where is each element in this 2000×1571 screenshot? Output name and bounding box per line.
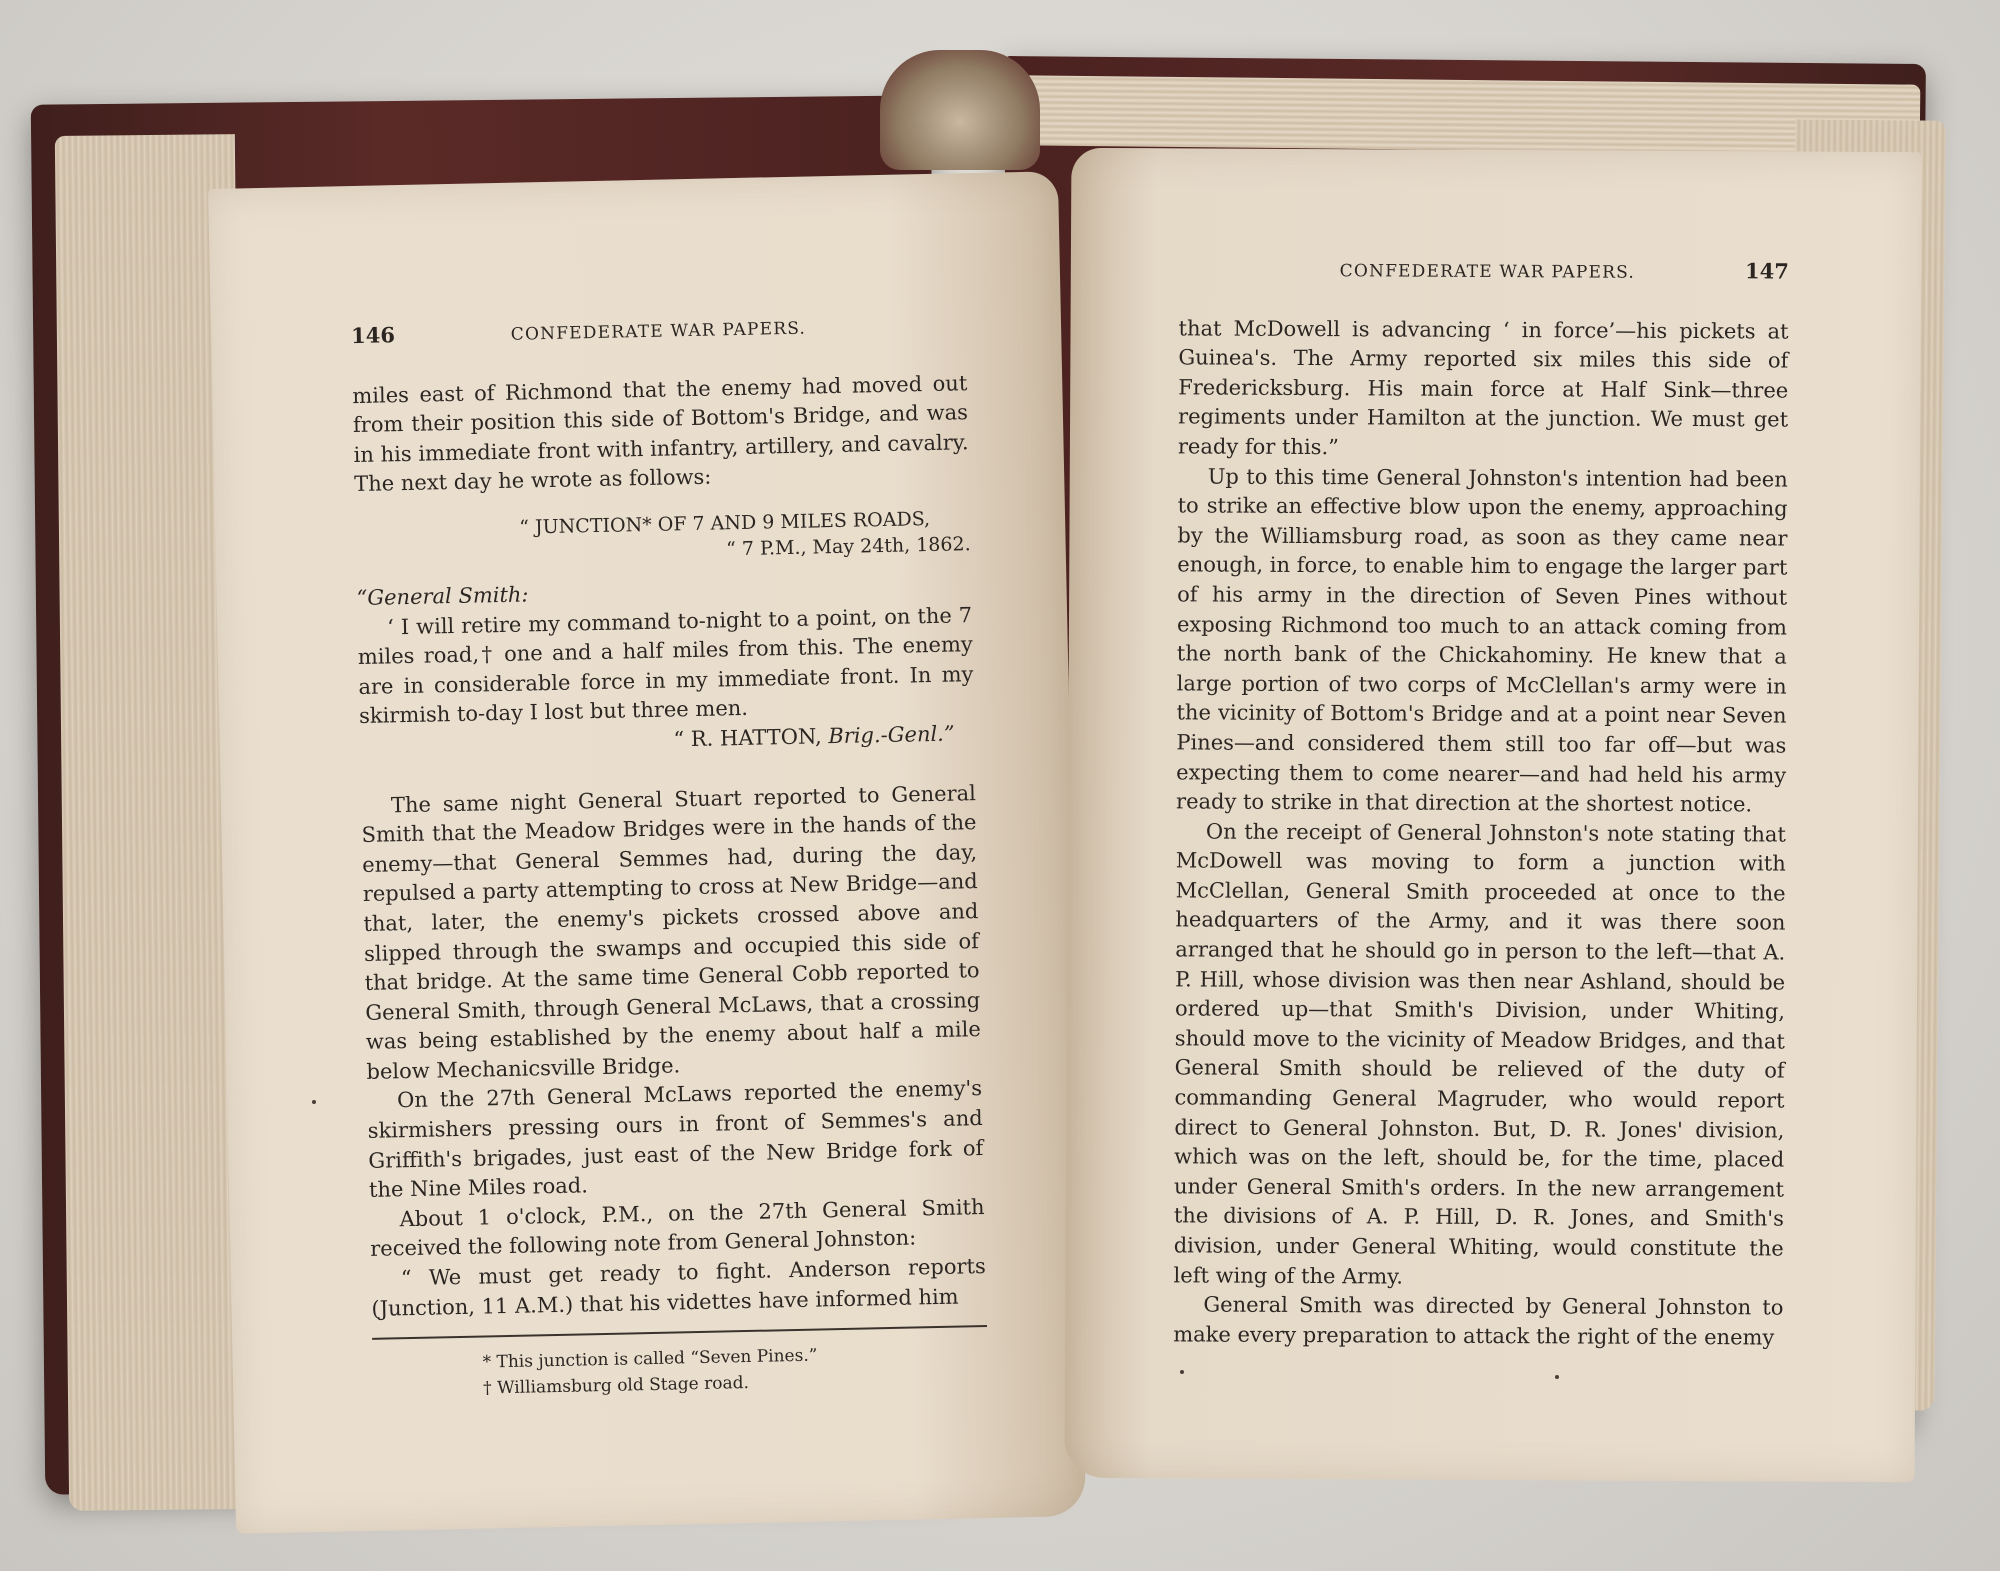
right-paragraph-4: General Smith was directed by General Johnston to make every preparation to attack the right of the enemy <box>1173 1292 1784 1350</box>
signature-title: Brig.-Genl.” <box>828 721 955 749</box>
left-paragraph-4: About 1 o'clock, P.M., on the 27th General Smith received the following note from General Johnston: <box>369 1194 985 1262</box>
footnote-1: * This junction is called “Seven Pines.” <box>482 1345 818 1373</box>
book-spine <box>880 50 1040 170</box>
dateline-line-1: “ JUNCTION* OF 7 AND 9 MILES ROADS, <box>519 507 931 539</box>
paper-fleck <box>1180 1370 1184 1374</box>
left-page-text <box>351 308 989 1404</box>
right-page-text <box>1173 253 1789 1353</box>
left-running-head <box>351 308 967 353</box>
right-page-number: 147 <box>1744 258 1789 284</box>
footnote-rule <box>372 1325 987 1340</box>
right-running-head <box>1179 253 1789 289</box>
paper-fleck <box>1555 1375 1559 1379</box>
right-paragraph-2: Up to this time General Johnston's intention had been to strike an effective blow upon the enemy, approaching by the Williamsburg road, as soon as they came near enough, in force, to enable him to engage the larger part of his army in the direction of Seven Pines without exposing Richmond too much to an attack coming from the north bank of the Chickahominy. He knew that a large portion of two corps of McClellan's army were in the vicinity of Bottom's Bridge and at a point near Seven Pines—and considered them still too far off—but was expecting them to come nearer—and had held his army ready to strike in that direction at the shortest notice. <box>1176 464 1788 817</box>
footnote-2: † Williamsburg old Stage road. <box>482 1373 750 1399</box>
left-paragraph-3: On the 27th General McLaws reported the enemy's skirmishers pressing ours in front of Semmes's and Griffith's brigades, just east of the New Bridge fork of the Nine Miles road. <box>367 1076 984 1203</box>
signature-name: “ R. HATTON, <box>673 724 822 752</box>
letter-body: ‘ I will retire my command to-night to a point, on the 7 miles road,† one and a half miles from this. The enemy are in considerable force in my immediate front. In my skirmish to-day I lost but three men. <box>357 602 974 729</box>
dateline-line-2: “ 7 P.M., May 24th, 1862. <box>725 533 971 561</box>
left-paragraph-1: miles east of Richmond that the enemy had moved out from their position this side of Bottom's Bridge, and was in his immediate front with infantry, artillery, and cavalry. The next day he wrote as follows: <box>352 370 969 497</box>
left-page-number: 146 <box>350 322 396 349</box>
paper-fleck <box>312 1100 316 1104</box>
letter-salutation: “General Smith: <box>356 582 529 610</box>
right-page <box>1065 148 1922 1482</box>
left-running-title: CONFEDERATE WAR PAPERS. <box>510 318 807 345</box>
right-paragraph-3: On the receipt of General Johnston's note stating that McDowell was moving to form a junction with McClellan, General Smith proceeded at once to the headquarters of the Army, and it was there soon arranged that he should go in person to the left—that A. P. Hill, whose division was then near Ashland, should be ordered up—that Smith's Division, under Whiting, should move to the vicinity of Meadow Bridges, and that General Smith should be relieved of the duty of commanding General Magruder, who would report direct to General Johnston. But, D. R. Jones' division, which was on the left, should be, for the time, placed under General Smith's orders. In the new arrangement the divisions of A. P. Hill, D. R. Jones, and Smith's division, under General Whiting, would constitute the left wing of the Army. <box>1173 819 1786 1289</box>
page-edges-top <box>1020 75 1921 154</box>
left-page <box>208 171 1086 1534</box>
right-paragraph-1: that McDowell is advancing ‘ in force’—his pickets at Guinea's. The Army reported six miles this side of Fredericksburg. His main force at Half Sink—three regiments under Hamilton at the junction. We must get ready for this.” <box>1177 315 1789 460</box>
right-running-title: CONFEDERATE WAR PAPERS. <box>1339 261 1636 283</box>
letter-dateline <box>355 505 971 570</box>
left-paragraph-5: “ We must get ready to fight. Anderson reports (Junction, 11 A.M.) that his videttes have informed him <box>371 1254 986 1321</box>
left-paragraph-2: The same night General Stuart reported to General Smith that the Meadow Bridges were in the hands of the enemy—that General Semmes had, during the day, repulsed a party attempting to cross at New Bridge—and that, later, the enemy's pickets crossed above and slipped through the swamps and occupied this side of that bridge. At the same time General Cobb reported to General Smith, through General McLaws, that a crossing was being established by the enemy about half a mile below Mechanicsville Bridge. <box>361 780 982 1084</box>
